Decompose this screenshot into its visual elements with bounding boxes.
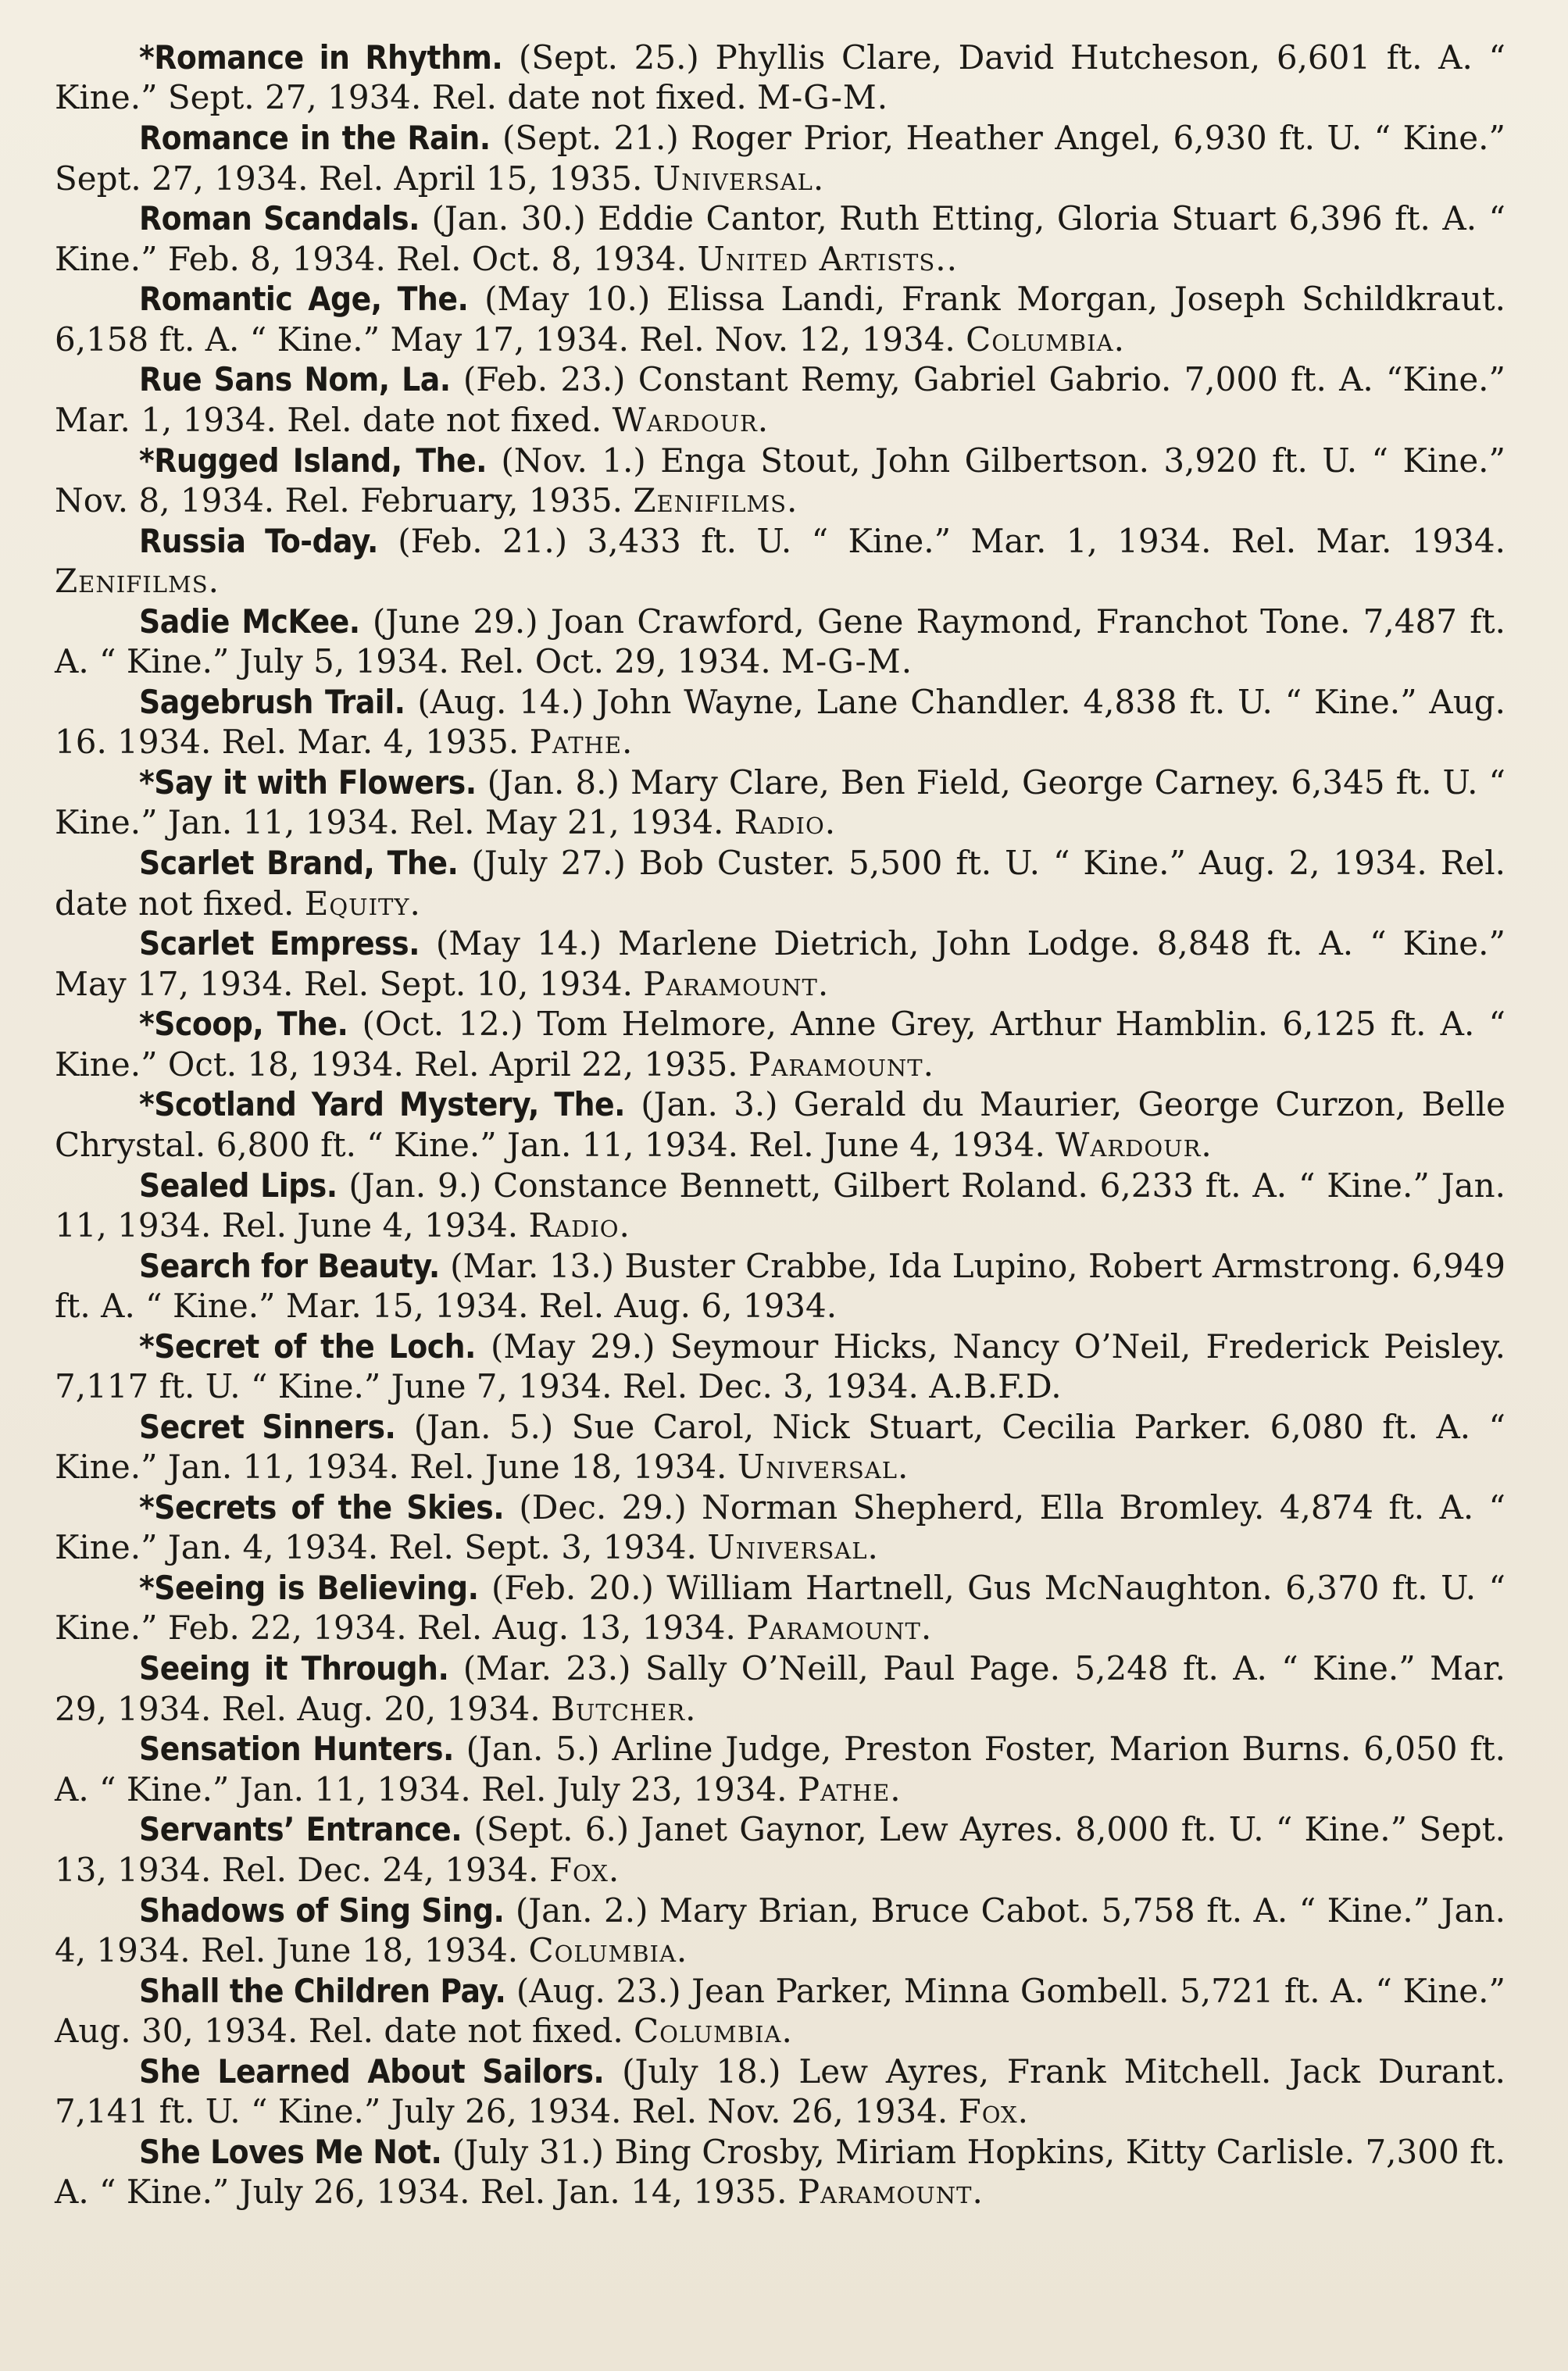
film-entry (55, 1809, 1505, 1890)
film-title: *Scoop, The. (139, 1005, 348, 1044)
film-distributor: Columbia. (634, 2012, 793, 2051)
film-distributor: Radio. (734, 803, 837, 842)
film-distributor: Radio. (528, 1205, 630, 1244)
film-title: Sagebrush Trail. (139, 682, 405, 721)
film-title: Sensation Hunters. (139, 1730, 454, 1769)
film-entry (55, 1084, 1505, 1165)
film-title: *Seeing is Believing. (139, 1569, 479, 1608)
film-entry (55, 1407, 1505, 1487)
film-details: (Oct. 12.) Tom Helmore, Anne Grey, Arthur Hamblin. 6,125 ft. A. “ Kine.” Oct. 18, 1934. Rel. April 22, 1935. (55, 1005, 1505, 1084)
film-details: (Jan. 5.) Arline Judge, Preston Foster, Marion Burns. 6,050 ft. A. “ Kine.” Jan. 11, 1934. Rel. July 23, 1934. (55, 1730, 1505, 1809)
film-title: She Learned About Sailors. (139, 2051, 605, 2091)
film-distributor: M-G-M. (781, 642, 913, 681)
film-details: (Jan. 8.) Mary Clare, Ben Field, George Carney. 6,345 ft. U. “ Kine.” Jan. 11, 1934. Rel. May 21, 1934. (55, 762, 1506, 842)
film-entry (55, 1004, 1505, 1084)
film-title: Secret Sinners. (139, 1407, 396, 1446)
film-distributor: M-G-M. (757, 78, 889, 117)
film-entry (55, 359, 1505, 440)
film-distributor: Universal. (652, 159, 825, 198)
film-entry (55, 118, 1505, 198)
film-entry (55, 279, 1505, 359)
film-title: *Scotland Yard Mystery, The. (139, 1085, 625, 1124)
film-entry (55, 1166, 1505, 1246)
film-entry (55, 37, 1505, 118)
film-details: (Feb. 21.) 3,433 ft. U. “ Kine.” Mar. 1, 1934. Rel. Mar. 1934. (377, 521, 1505, 560)
film-title: Russia To-day. (139, 521, 378, 560)
film-entry (55, 923, 1505, 1004)
film-details: (Feb. 23.) Constant Remy, Gabriel Gabrio. 7,000 ft. A. “Kine.” Mar. 1, 1934. Rel. date not fixed. (55, 360, 1505, 439)
film-title: Sealed Lips. (139, 1166, 338, 1205)
film-entry (55, 521, 1505, 602)
film-details: (July 27.) Bob Custer. 5,500 ft. U. “ Kine.” Aug. 2, 1934. Rel. date not fixed. (55, 844, 1506, 923)
film-entry (55, 1891, 1505, 1971)
film-details: (Sept. 6.) Janet Gaynor, Lew Ayres. 8,000 ft. U. “ Kine.” Sept. 13, 1934. Rel. Dec. 24, 1934. (55, 1810, 1505, 1889)
film-entry (55, 762, 1505, 843)
film-distributor: Paramount. (746, 1609, 933, 1648)
film-details: (July 31.) Bing Crosby, Miriam Hopkins, Kitty Carlisle. 7,300 ft. A. “ Kine.” July 26, 1934. Rel. Jan. 14, 1935. (55, 2132, 1506, 2212)
film-distributor: Columbia. (528, 1930, 688, 1969)
film-details: (Jan. 3.) Gerald du Maurier, George Curzon, Belle Chrystal. 6,800 ft. “ Kine.” Jan. 11, 1934. Rel. June 4, 1934. (55, 1085, 1505, 1164)
film-title: Shall the Children Pay. (139, 1971, 506, 2010)
film-title: Shadows of Sing Sing. (139, 1891, 505, 1930)
film-distributor: Paramount. (748, 1044, 934, 1084)
film-details: (May 10.) Elissa Landi, Frank Morgan, Joseph Schildkraut. 6,158 ft. A. “ Kine.” May 17, 1934. Rel. Nov. 12, 1934. (55, 280, 1505, 359)
film-title: Roman Scandals. (139, 199, 420, 238)
film-entry (55, 843, 1505, 923)
film-distributor: Wardour. (612, 400, 770, 439)
film-entry (55, 1729, 1505, 1809)
film-title: Scarlet Empress. (139, 924, 420, 963)
film-distributor: United Artists.. (697, 239, 958, 278)
film-title: Romantic Age, The. (139, 280, 469, 319)
film-details: (Jan. 2.) Mary Brian, Bruce Cabot. 5,758 ft. A. “ Kine.” Jan. 4, 1934. Rel. June 18, 1934. (55, 1891, 1505, 1969)
film-title: Search for Beauty. (139, 1246, 440, 1285)
film-distributor: Universal. (737, 1448, 909, 1487)
film-distributor: Wardour. (1055, 1125, 1213, 1164)
film-title: *Secret of the Loch. (139, 1327, 476, 1366)
film-details: (Dec. 29.) Norman Shepherd, Ella Bromley. 4,874 ft. A. “ Kine.” Jan. 4, 1934. Rel. Sept. 3, 1934. (55, 1487, 1506, 1567)
film-distributor: Fox. (548, 1850, 620, 1889)
film-details: (July 18.) Lew Ayres, Frank Mitchell. Jack Durant. 7,141 ft. U. “ Kine.” July 26, 1934. Rel. Nov. 26, 1934. (55, 2051, 1505, 2131)
film-entry (55, 1648, 1505, 1729)
film-title: She Loves Me Not. (139, 2132, 442, 2171)
film-details: (May 29.) Seymour Hicks, Nancy O’Neil, Frederick Peisley. 7,117 ft. U. “ Kine.” June 7, 1934. Rel. Dec. 3, 1934. A.B.F.D. (55, 1327, 1506, 1406)
film-entry (55, 198, 1505, 279)
film-entry (55, 1246, 1505, 1327)
film-entry (55, 602, 1505, 682)
film-title: Rue Sans Nom, La. (139, 360, 451, 399)
film-details: (June 29.) Joan Crawford, Gene Raymond, Franchot Tone. 7,487 ft. A. “ Kine.” July 5, 1934. Rel. Oct. 29, 1934. (55, 602, 1505, 681)
film-distributor: Columbia. (966, 320, 1125, 359)
film-entry (55, 2132, 1505, 2212)
film-details: (Feb. 20.) William Hartnell, Gus McNaughton. 6,370 ft. U. “ Kine.” Feb. 22, 1934. Rel. Aug. 13, 1934. (55, 1569, 1505, 1648)
film-title: *Secrets of the Skies. (139, 1487, 505, 1527)
film-title: Romance in the Rain. (139, 119, 491, 158)
film-details: (Jan. 9.) Constance Bennett, Gilbert Roland. 6,233 ft. A. “ Kine.” Jan. 11, 1934. Rel. June 4, 1934. (55, 1166, 1505, 1244)
film-title: Seeing it Through. (139, 1649, 449, 1688)
film-details: (Jan. 30.) Eddie Cantor, Ruth Etting, Gloria Stuart 6,396 ft. A. “ Kine.” Feb. 8, 1934. Rel. Oct. 8, 1934. (55, 199, 1505, 278)
film-title: *Romance in Rhythm. (139, 38, 503, 77)
film-distributor: Zenifilms. (633, 480, 798, 520)
film-details: (Mar. 13.) Buster Crabbe, Ida Lupino, Robert Armstrong. 6,949 ft. A. “ Kine.” Mar. 15, 1934. Rel. Aug. 6, 1934. (55, 1246, 1505, 1326)
film-title: Servants’ Entrance. (139, 1810, 463, 1849)
film-details: (Mar. 23.) Sally O’Neill, Paul Page. 5,248 ft. A. “ Kine.” Mar. 29, 1934. Rel. Aug. 20, 1934. (55, 1649, 1505, 1728)
film-entry (55, 1487, 1505, 1568)
film-details: (Aug. 14.) John Wayne, Lane Chandler. 4,838 ft. U. “ Kine.” Aug. 16. 1934. Rel. Mar. 4, 1935. (55, 682, 1505, 762)
film-details: (Jan. 5.) Sue Carol, Nick Stuart, Cecilia Parker. 6,080 ft. A. “ Kine.” Jan. 11, 1934. Rel. June 18, 1934. (55, 1407, 1506, 1487)
film-details: (May 14.) Marlene Dietrich, John Lodge. 8,848 ft. A. “ Kine.” May 17, 1934. Rel. Sept. 10, 1934. (55, 924, 1505, 1003)
film-entry (55, 682, 1505, 762)
film-entry (55, 1327, 1505, 1407)
film-distributor: Equity. (304, 884, 421, 923)
film-details: (Sept. 25.) Phyllis Clare, David Hutcheson, 6,601 ft. A. “ Kine.” Sept. 27, 1934. Rel. date not fixed. (55, 38, 1505, 117)
film-details: (Nov. 1.) Enga Stout, John Gilbertson. 3,920 ft. U. “ Kine.” Nov. 8, 1934. Rel. February, 1935. (55, 441, 1505, 520)
film-title: *Rugged Island, The. (139, 441, 487, 480)
film-details: (Aug. 23.) Jean Parker, Minna Gombell. 5,721 ft. A. “ Kine.” Aug. 30, 1934. Rel. date not fixed. (55, 1971, 1505, 2051)
film-entry (55, 1568, 1505, 1648)
film-title: *Say it with Flowers. (139, 762, 477, 802)
film-entry (55, 441, 1505, 521)
film-title: Scarlet Brand, The. (139, 844, 459, 883)
film-entry (55, 1971, 1505, 2051)
film-details: (Sept. 21.) Roger Prior, Heather Angel, 6,930 ft. U. “ Kine.” Sept. 27, 1934. Rel. April 15, 1935. (55, 119, 1505, 198)
film-title: Sadie McKee. (139, 602, 360, 641)
film-distributor: Butcher. (551, 1689, 697, 1728)
film-distributor: Zenifilms. (55, 562, 220, 601)
film-distributor: Pathe. (797, 1769, 902, 1809)
film-distributor: Universal. (707, 1528, 879, 1567)
film-distributor: Pathe. (529, 723, 634, 762)
film-distributor: Fox. (958, 2092, 1030, 2131)
film-entry (55, 2051, 1505, 2132)
film-distributor: Paramount. (643, 964, 830, 1003)
film-distributor: Paramount. (797, 2173, 984, 2212)
